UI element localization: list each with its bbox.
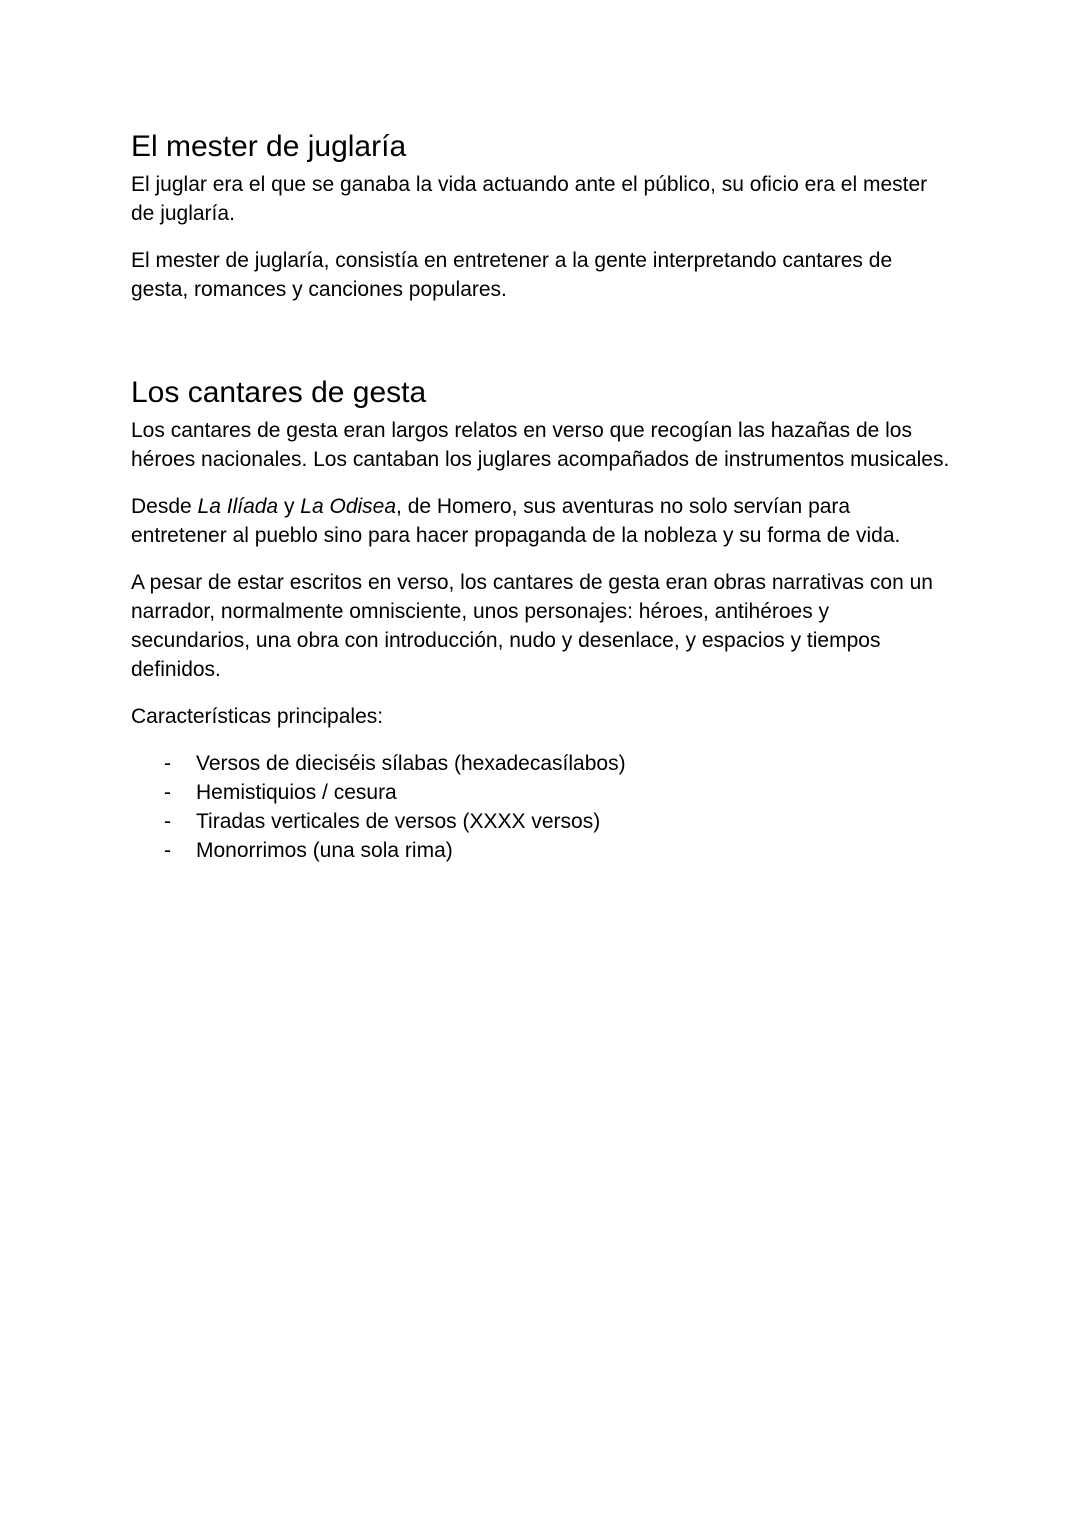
text-run: , de Homero, sus aventuras no solo servían para entretener al pueblo sino para hacer propaganda de la nobleza y su forma de vida. xyxy=(131,495,901,547)
dash-bullet: - xyxy=(164,839,171,862)
characteristics-list xyxy=(131,749,951,865)
list-item-text: Tiradas verticales de versos (XXXX versos) xyxy=(196,810,601,833)
dash-bullet: - xyxy=(164,810,171,833)
list-item-text: Versos de dieciséis sílabas (hexadecasílabos) xyxy=(196,752,626,775)
paragraph: A pesar de estar escritos en verso, los cantares de gesta eran obras narrativas con un narrador, normalmente omnisciente, unos personajes: héroes, antihéroes y secundarios, una obra con introducción, nudo y desenlace, y espacios y tiempos definidos. xyxy=(131,571,933,681)
dash-bullet: - xyxy=(164,781,171,804)
text-run: y xyxy=(278,495,301,518)
work-title-odisea: La Odisea xyxy=(300,495,397,518)
section-spacer xyxy=(131,322,951,374)
text-run: Desde xyxy=(131,495,198,518)
list-item xyxy=(131,778,951,807)
list-item-text: Monorrimos (una sola rima) xyxy=(196,839,453,862)
list-intro: Características principales: xyxy=(131,705,384,728)
dash-bullet: - xyxy=(164,752,171,775)
list-item xyxy=(131,807,951,836)
heading-cantares-de-gesta: Los cantares de gesta xyxy=(131,376,427,409)
paragraph: Los cantares de gesta eran largos relatos en verso que recogían las hazañas de los héroes nacionales. Los cantaban los juglares acompañados de instrumentos musicales. xyxy=(131,419,950,471)
paragraph-homero xyxy=(131,492,951,550)
list-item-text: Hemistiquios / cesura xyxy=(196,781,397,804)
paragraph: El juglar era el que se ganaba la vida actuando ante el público, su oficio era el mester de juglaría. xyxy=(131,173,928,225)
document-content xyxy=(131,128,951,865)
heading-mester-de-juglaria: El mester de juglaría xyxy=(131,130,407,163)
paragraph: El mester de juglaría, consistía en entretener a la gente interpretando cantares de gesta, romances y canciones populares. xyxy=(131,249,893,301)
list-item xyxy=(131,749,951,778)
list-item xyxy=(131,836,951,865)
work-title-iliada: La Ilíada xyxy=(197,495,279,518)
